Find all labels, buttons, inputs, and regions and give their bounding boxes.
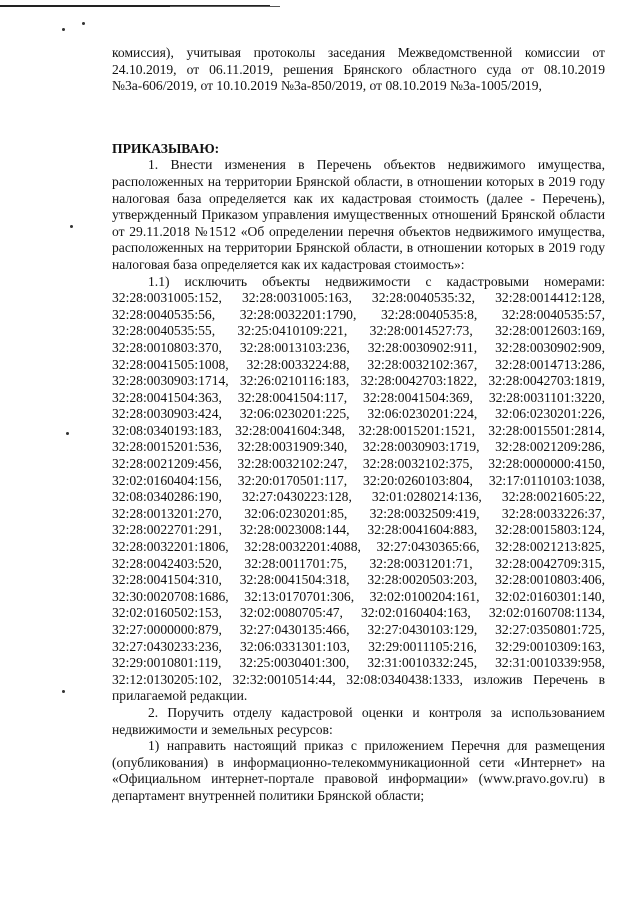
item-2-paragraph: 2. Поручить отделу кадастровой оценки и контроля за использованием недвижимости и земельных ресурсов: <box>112 704 605 737</box>
scan-speck <box>62 690 65 693</box>
scan-speck <box>82 22 85 25</box>
scan-speck <box>66 432 69 435</box>
order-heading: ПРИКАЗЫВАЮ: <box>112 140 220 156</box>
scan-speck <box>62 28 65 31</box>
item-2-1-paragraph: 1) направить настоящий приказ с приложением Перечня для размещения (опубликования) в информационно-телекоммуникационной сети «Интернет» на «Официальном интернет-портале правовой информации» (www.pravo.gov.ru) в департамент внутренней политики Брянской области; <box>112 738 605 803</box>
item-1-1-paragraph: 1.1) исключить объекты недвижимости с кадастровыми номерами: 32:28:0031005:152, 32:28:0031005:163, 32:28:0040535:32, 32:28:0014412:128, 32:28:0040535:56, 32:28:0032201:1790, 32:28:0040535:8, 32:28:0040535:57, 32:28:0040535:55, 32:25:0410109:221, 32:28:0014527:73, 32:28:0012603:169, 32:28:0010803:370, 32:28:0013103:236, 32:28:0030902:911, 32:28:0030902:909, 32:28:0041505:1008, 32:28:0033224:88, 32:28:0032102:367, 32:28:0014713:286, 32:28:0030903:1714, 32:26:0210116:183, 32:28:0042703:1822, 32:28:0042703:1819, 32:28:0041504:363, 32:28:0041504:117, 32:28:0041504:369, 32:28:0031101:3220, 32:28:0030903:424, 32:06:0230201:225, 32:06:0230201:224, 32:06:0230201:226, 32:08:0340193:183, 32:28:0041604:348, 32:28:0015201:1521, 32:28:0015501:2814, 32:28:0015201:536, 32:28:0031909:340, 32:28:0030903:1719, 32:28:0021209:286, 32:28:0021209:456, 32:28:0032102:247, 32:28:0032102:375, 32:28:0000000:4150, 32:02:0160404:156, 32:20:0170501:117, 32:20:0260103:804, 32:17:0110103:1038, 32:08:0340286:190, 32:27:0430223:128, 32:01:0280214:136, 32:28:0021605:22, 32:28:0013201:270, 32:06:0230201:85, 32:28:0032509:419, 32:28:0033226:37, 32:28:0022701:291, 32:28:0023008:144, 32:28:0041604:883, 32:28:0015803:124, 32:28:0032201:1806, 32:28:0032201:4088, 32:27:0430365:66, 32:28:0021213:825, 32:28:0042403:520, 32:28:0011701:75, 32:28:0031201:71, 32:28:0042709:315, 32:28:0041504:310, 32:28:0041504:318, 32:28:0020503:203, 32:28:0010803:406, 32:30:0020708:1686, 32:13:0170701:306, 32:02:0100204:161, 32:02:0160301:140, 32:02:0160502:153, 32:02:0080705:47, 32:02:0160404:163, 32:02:0160708:1134, 32:27:0000000:879, 32:27:0430135:466, 32:27:0430103:129, 32:27:0350801:725, 32:27:0430233:236, 32:06:0331301:103, 32:29:0011105:216, 32:29:0010309:163, 32:29:0010801:119, 32:25:0030401:300, 32:31:0010332:245, 32:31:0010339:958, 32:12:0130205:102, 32:32:0010514:44, 32:08:0340438:1333, изложив Перечень в прилагаемой редакции. <box>112 273 605 704</box>
intro-paragraph: комиссия), учитывая протоколы заседания Межведомственной комиссии от 24.10.2019, от 06.11.2019, решения Брянского областного суда от 08.10.2019 №3а-606/2019, от 10.10.2019 №3а-850/2019, от 08.10.2019 №3а-1005/2019, <box>112 45 605 94</box>
item-1-paragraph: 1. Внести изменения в Перечень объектов недвижимого имущества, расположенных на территории Брянской области, в отношении которых в 2019 году налоговая база определяется как их кадастровая стоимость (далее - Перечень), утвержденный Приказом управления имущественных отношений Брянской области от 29.11.2018 №1512 «Об определении перечня объектов недвижимого имущества, расположенных на территории Брянской области, в отношении которых в 2019 году налоговая база определяется как их кадастровая стоимость»: <box>112 157 605 272</box>
scan-artifact-line <box>170 6 280 7</box>
scan-speck <box>70 225 73 228</box>
document-body <box>112 45 605 805</box>
